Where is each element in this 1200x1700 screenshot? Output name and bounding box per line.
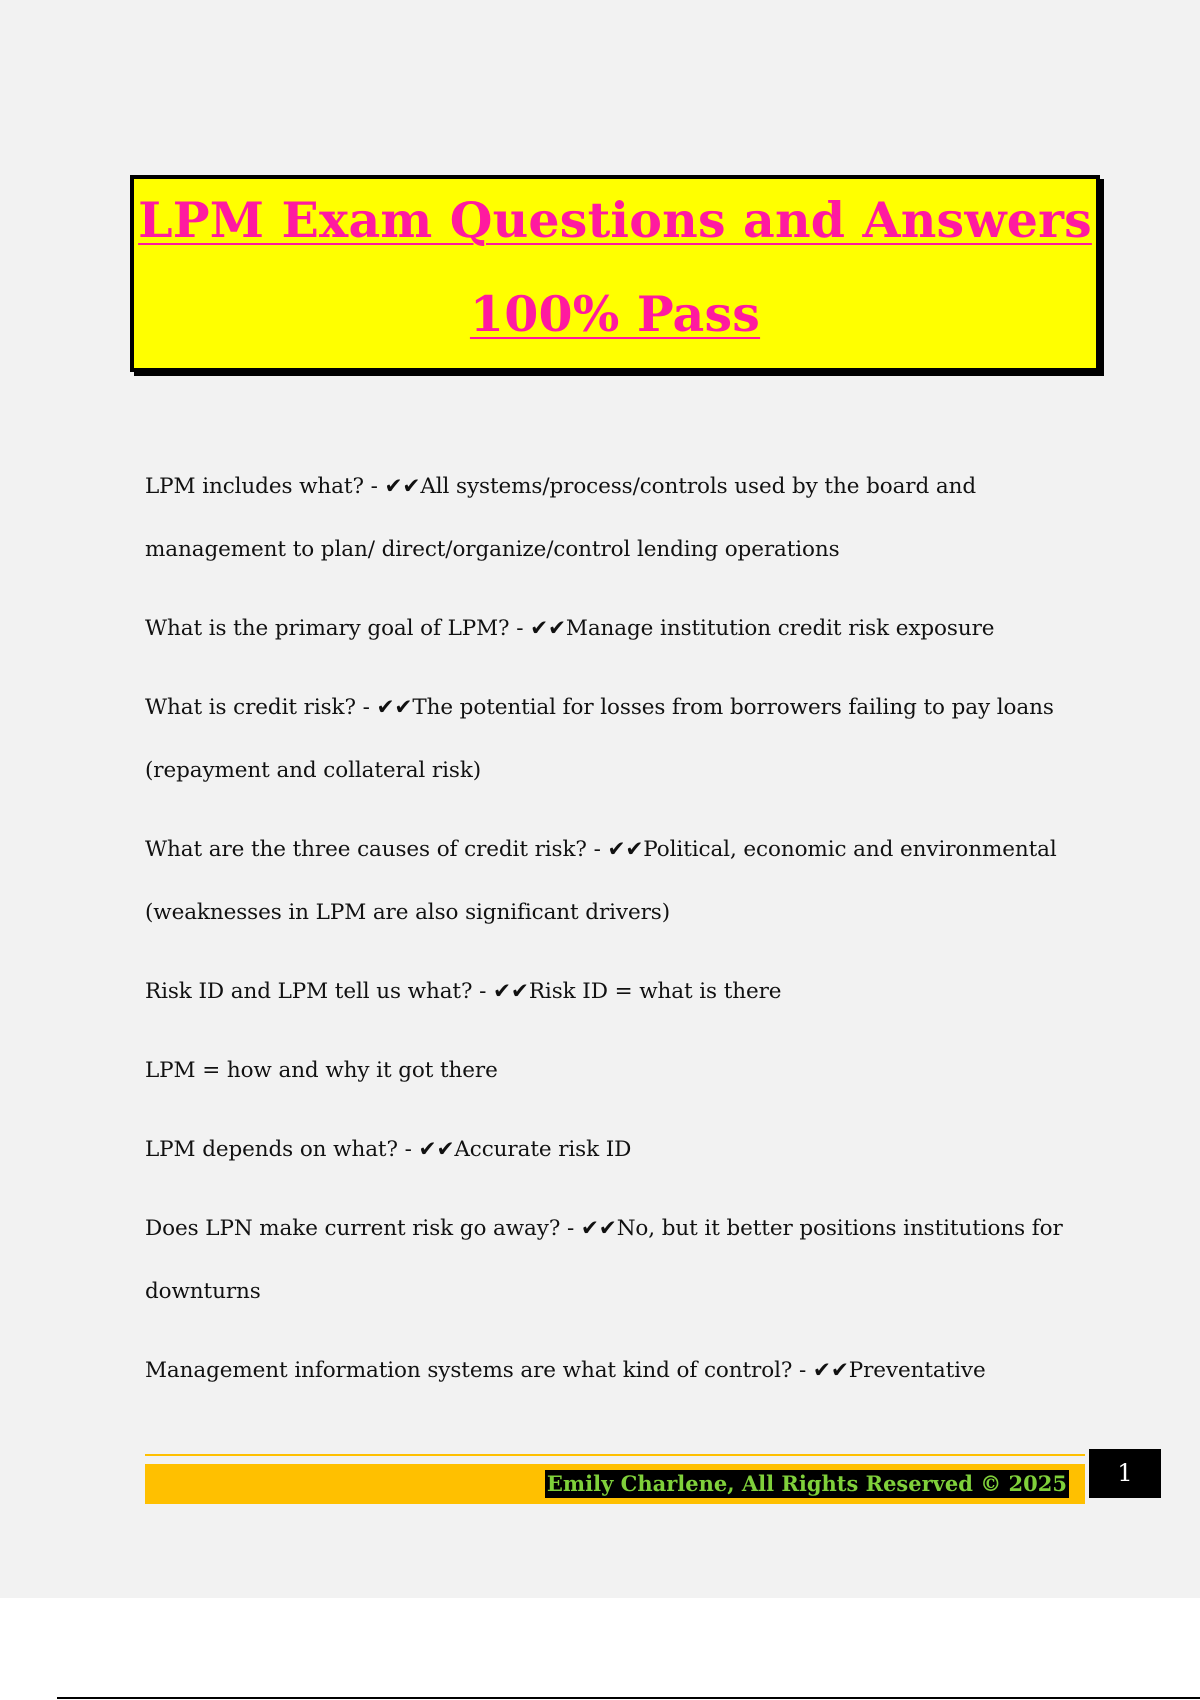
qa-item: Management information systems are what kind of control? - ✔✔Preventative xyxy=(145,1358,986,1383)
qa-item: Risk ID and LPM tell us what? - ✔✔Risk ID = what is there xyxy=(145,979,782,1004)
footer-bar xyxy=(145,1464,1085,1504)
qa-item: What are the three causes of credit risk? - ✔✔Political, economic and environmental (weaknesses in LPM are also significant drivers) xyxy=(145,837,1057,925)
qa-item: What is the primary goal of LPM? - ✔✔Manage institution credit risk exposure xyxy=(145,616,995,641)
footer-rule xyxy=(145,1454,1085,1456)
qa-item: What is credit risk? - ✔✔The potential for losses from borrowers failing to pay loans (repayment and collateral risk) xyxy=(145,695,1054,783)
copyright-notice: Emily Charlene, All Rights Reserved © 2025 xyxy=(546,1471,1067,1496)
qa-item: LPM includes what? - ✔✔All systems/process/controls used by the board and management to plan/ direct/organize/control lending operations xyxy=(145,474,977,562)
title-banner xyxy=(130,175,1100,372)
document-subtitle: 100% Pass xyxy=(469,285,761,343)
qa-list xyxy=(145,455,1075,1418)
page-number: 1 xyxy=(1089,1449,1161,1498)
page-divider xyxy=(57,1697,1200,1699)
qa-item: Does LPN make current risk go away? - ✔✔No, but it better positions institutions for downturns xyxy=(145,1216,1063,1304)
document-title: LPM Exam Questions and Answers xyxy=(138,191,1092,249)
qa-item: LPM depends on what? - ✔✔Accurate risk ID xyxy=(145,1137,632,1162)
qa-item: LPM = how and why it got there xyxy=(145,1058,498,1083)
